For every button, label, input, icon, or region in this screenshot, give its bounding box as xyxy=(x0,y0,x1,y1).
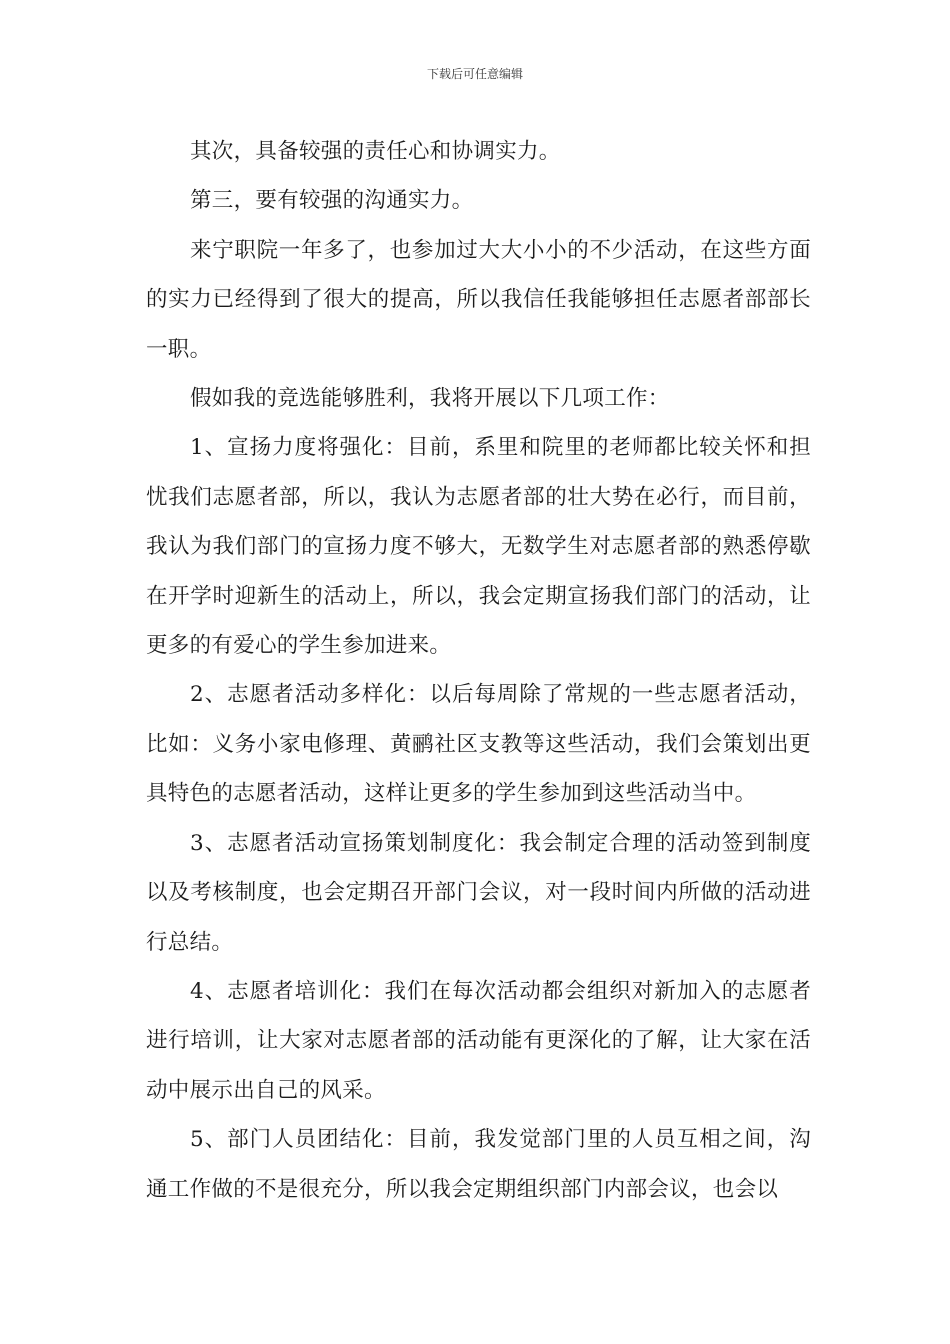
paragraph: 1、宣扬力度将强化：目前，系里和院里的老师都比较关怀和担忧我们志愿者部，所以，我认为志愿者部的壮大势在必行，而目前，我认为我们部门的宣扬力度不够大，无数学生对志愿者部的熟悉停歇在开学时迎新生的活动上，所以，我会定期宣扬我们部门的活动，让更多的有爱心的学生参加进来。 xyxy=(146,435,811,659)
paragraph: 2、志愿者活动多样化：以后每周除了常规的一些志愿者活动，比如：义务小家电修理、黄鹂社区支教等这些活动，我们会策划出更具特色的志愿者活动，这样让更多的学生参加到这些活动当中。 xyxy=(146,682,811,807)
document-body xyxy=(146,127,811,1214)
page-header: 下载后可任意编辑 xyxy=(426,67,523,81)
paragraph: 来宁职院一年多了，也参加过大大小小的不少活动，在这些方面的实力已经得到了很大的提高，所以我信任我能够担任志愿者部部长一职。 xyxy=(146,237,811,362)
paragraph: 其次，具备较强的责任心和协调实力。 xyxy=(190,139,561,164)
paragraph: 假如我的竞选能够胜利，我将开展以下几项工作： xyxy=(190,386,670,412)
paragraph: 第三，要有较强的沟通实力。 xyxy=(190,188,474,214)
paragraph: 4、志愿者培训化：我们在每次活动都会组织对新加入的志愿者进行培训，让大家对志愿者部的活动能有更深化的了解，让大家在活动中展示出自己的风采。 xyxy=(146,978,811,1103)
paragraph: 5、部门人员团结化：目前，我发觉部门里的人员互相之间，沟通工作做的不是很充分，所以我会定期组织部门内部会议，也会以 xyxy=(146,1127,811,1202)
paragraph: 3、志愿者活动宣扬策划制度化：我会制定合理的活动签到制度以及考核制度，也会定期召开部门会议，对一段时间内所做的活动进行总结。 xyxy=(146,830,811,955)
